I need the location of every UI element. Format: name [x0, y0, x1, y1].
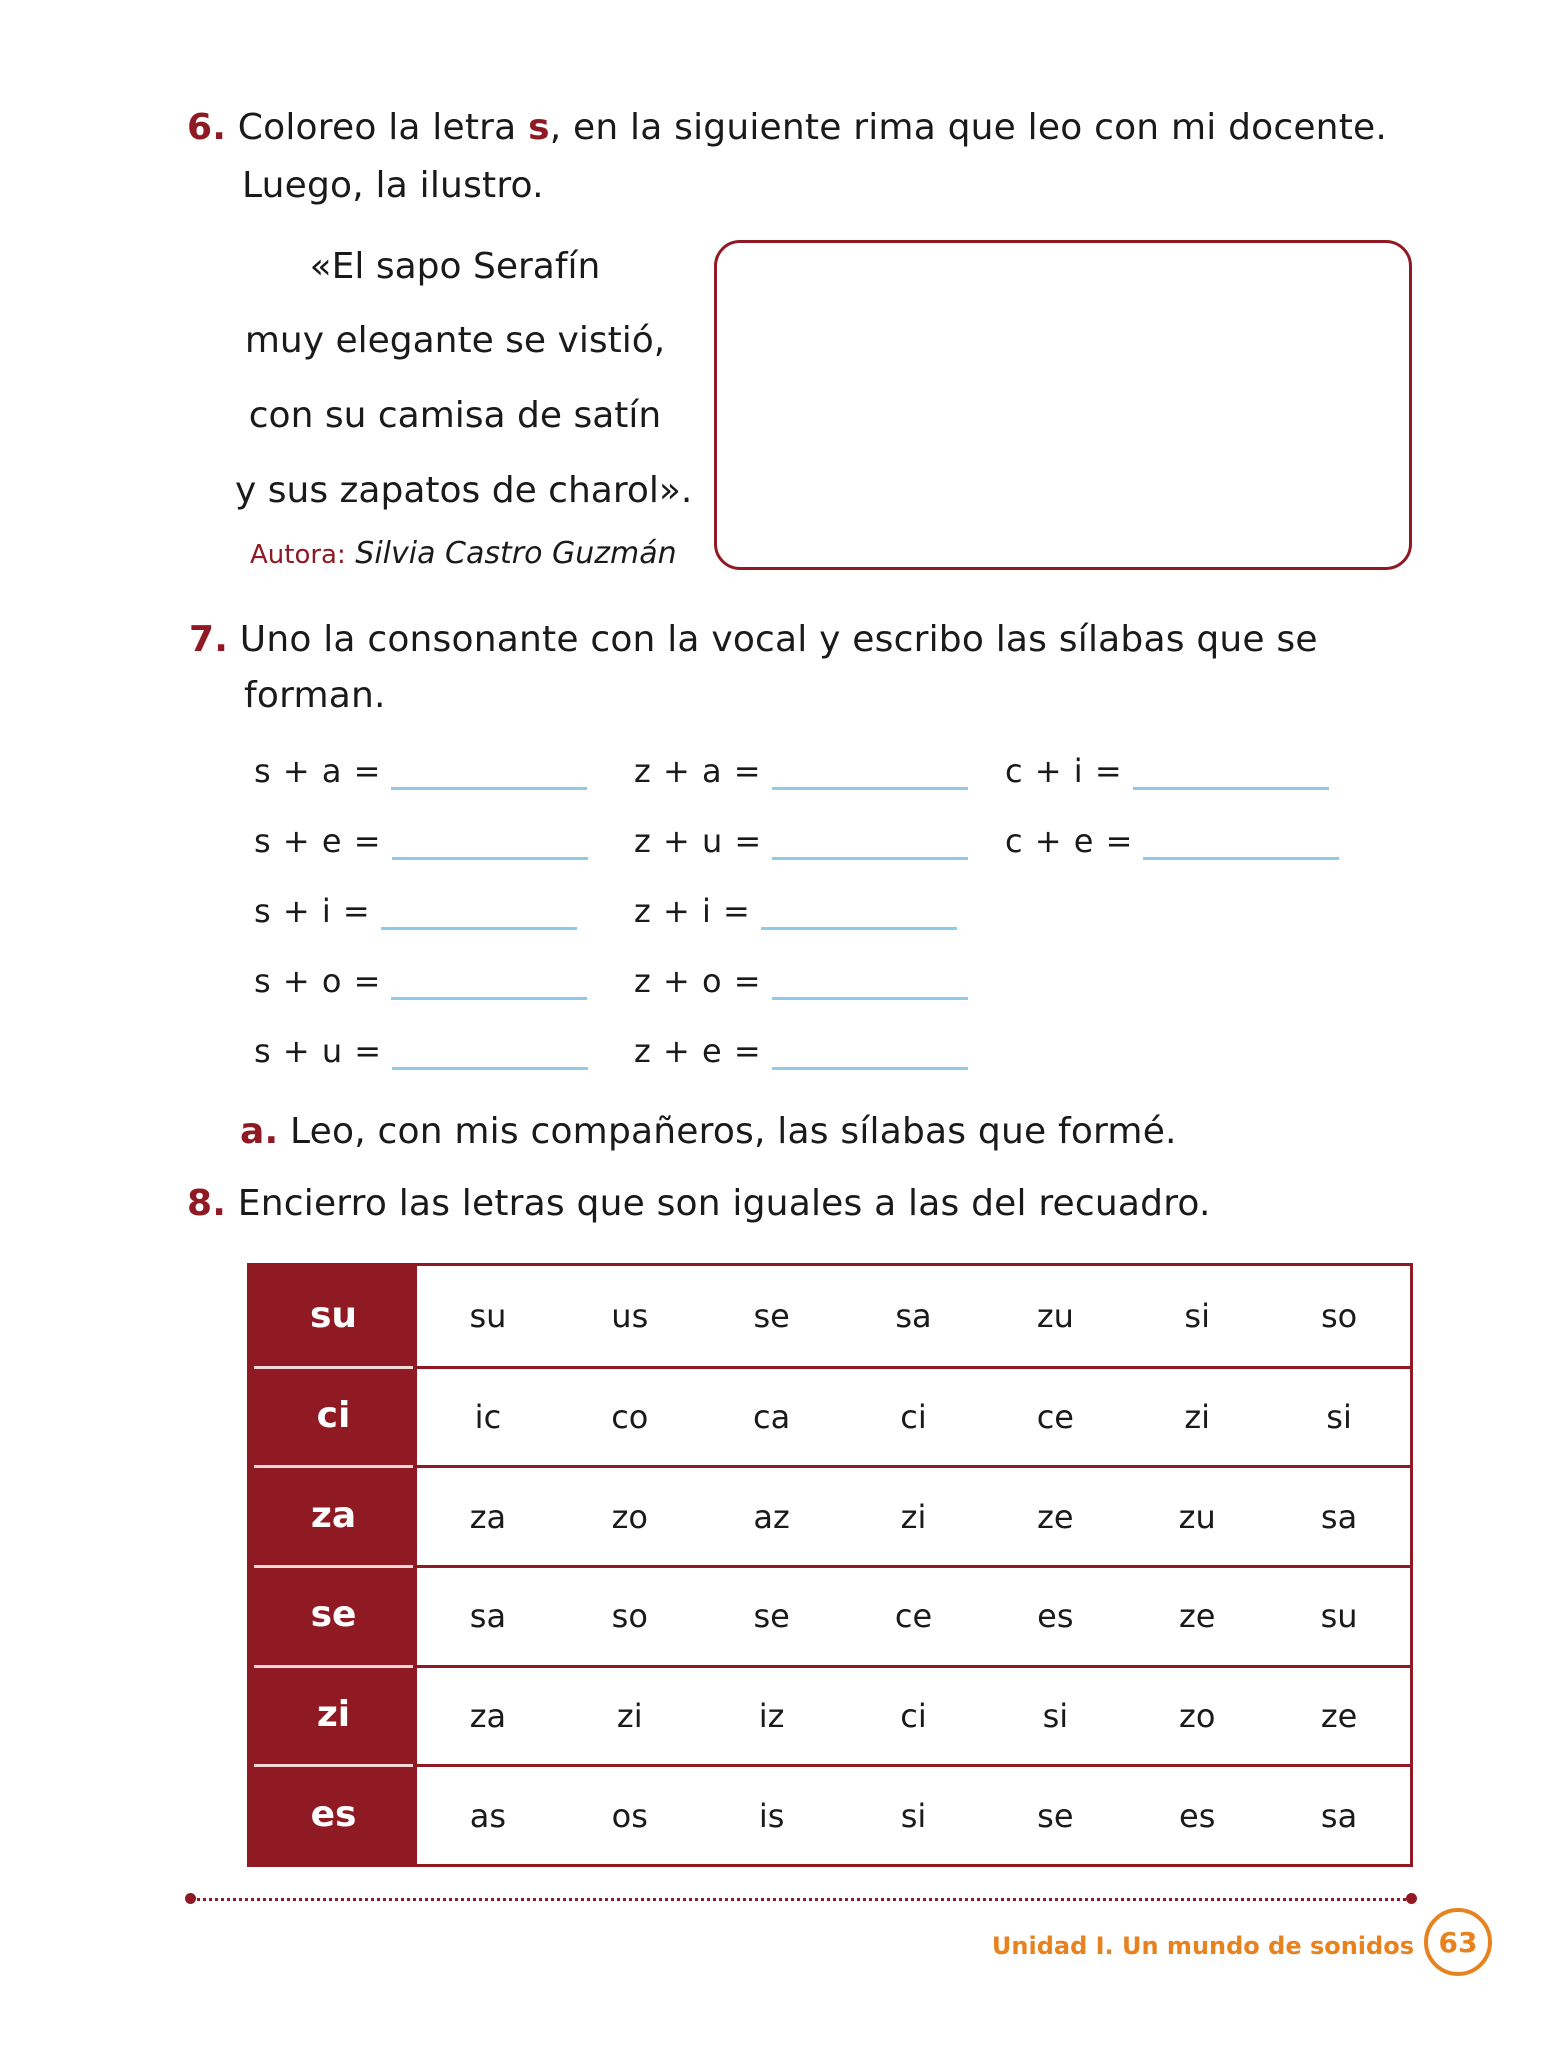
- row-key-syllable: se: [250, 1565, 417, 1665]
- syllable-option[interactable]: os: [559, 1764, 701, 1864]
- syllable-option[interactable]: so: [1268, 1266, 1410, 1366]
- syllable-equation: [634, 752, 968, 790]
- equation-text: z + u =: [634, 822, 763, 860]
- syllable-option[interactable]: si: [1126, 1266, 1268, 1366]
- syllable-option[interactable]: si: [1268, 1366, 1410, 1466]
- answer-line[interactable]: [392, 829, 588, 860]
- syllable-option[interactable]: zo: [559, 1465, 701, 1565]
- author-label: Autora:: [250, 540, 346, 570]
- syllable-equation: [254, 1032, 588, 1070]
- syllable-option[interactable]: se: [701, 1565, 843, 1665]
- syllable-equation: [634, 962, 968, 1000]
- syllable-option[interactable]: ci: [843, 1366, 985, 1466]
- syllable-option[interactable]: za: [417, 1465, 559, 1565]
- exercise-7-instruction: [189, 612, 1318, 668]
- syllable-equation: [254, 822, 588, 860]
- syllable-equation: [634, 822, 968, 860]
- syllable-option[interactable]: se: [701, 1266, 843, 1366]
- syllable-equation: [634, 892, 957, 930]
- exercise-7a-instruction: [240, 1104, 1177, 1160]
- syllable-option[interactable]: su: [417, 1266, 559, 1366]
- instruction-text: Leo, con mis compañeros, las sílabas que formé.: [290, 1111, 1177, 1152]
- syllable-option[interactable]: iz: [701, 1665, 843, 1765]
- exercise-number: 6.: [187, 107, 227, 148]
- syllable-option[interactable]: sa: [1268, 1764, 1410, 1864]
- syllable-equation: [634, 1032, 968, 1070]
- syllable-equation: [1005, 822, 1339, 860]
- syllable-option[interactable]: is: [701, 1764, 843, 1864]
- rhyme-line: muy elegante se vistió,: [244, 320, 666, 361]
- answer-line[interactable]: [1143, 829, 1339, 860]
- syllable-option[interactable]: ze: [1126, 1565, 1268, 1665]
- syllable-option[interactable]: ce: [984, 1366, 1126, 1466]
- sub-exercise-letter: a.: [240, 1111, 279, 1152]
- rhyme-author: [250, 536, 677, 571]
- answer-line[interactable]: [772, 759, 968, 790]
- answer-line[interactable]: [391, 759, 587, 790]
- rhyme-line: con su camisa de satín: [248, 395, 662, 436]
- exercise-number: 8.: [187, 1183, 227, 1224]
- row-key-syllable: su: [250, 1266, 417, 1366]
- answer-line[interactable]: [1133, 759, 1329, 790]
- rhyme-line: y sus zapatos de charol».: [235, 470, 693, 511]
- syllable-option[interactable]: sa: [1268, 1465, 1410, 1565]
- syllable-equation: [254, 752, 587, 790]
- equation-text: z + e =: [634, 1032, 762, 1070]
- answer-line[interactable]: [392, 1039, 588, 1070]
- exercise-number: 7.: [189, 619, 229, 660]
- syllable-option[interactable]: es: [984, 1565, 1126, 1665]
- equation-text: c + i =: [1005, 752, 1123, 790]
- instruction-text: Coloreo la letra: [237, 107, 529, 148]
- syllable-equation: [254, 962, 587, 1000]
- row-key-syllable: es: [250, 1764, 417, 1864]
- illustration-box[interactable]: [714, 240, 1412, 570]
- syllable-option[interactable]: zi: [559, 1665, 701, 1765]
- row-key-syllable: zi: [250, 1665, 417, 1765]
- syllable-option[interactable]: za: [417, 1665, 559, 1765]
- row-key-syllable: za: [250, 1465, 417, 1565]
- answer-line[interactable]: [772, 1039, 968, 1070]
- syllable-option[interactable]: ic: [417, 1366, 559, 1466]
- unit-title: Unidad I. Un mundo de sonidos: [991, 1932, 1414, 1960]
- page-number: 63: [1438, 1925, 1478, 1959]
- exercise-8-instruction: [187, 1176, 1211, 1232]
- syllable-option[interactable]: sa: [843, 1266, 985, 1366]
- syllable-option[interactable]: zu: [1126, 1465, 1268, 1565]
- answer-line[interactable]: [381, 899, 577, 930]
- syllable-option[interactable]: se: [984, 1764, 1126, 1864]
- syllable-option[interactable]: so: [559, 1565, 701, 1665]
- equation-text: z + a =: [634, 752, 762, 790]
- syllable-option[interactable]: co: [559, 1366, 701, 1466]
- exercise-6-instruction-line2: Luego, la ilustro.: [242, 165, 544, 206]
- syllable-match-table: [247, 1263, 1413, 1867]
- instruction-text: Encierro las letras que son iguales a las del recuadro.: [237, 1183, 1211, 1224]
- equation-text: s + e =: [254, 822, 382, 860]
- syllable-option[interactable]: zu: [984, 1266, 1126, 1366]
- instruction-text: Uno la consonante con la vocal y escribo las sílabas que se: [239, 619, 1318, 660]
- syllable-option[interactable]: az: [701, 1465, 843, 1565]
- answer-line[interactable]: [772, 829, 968, 860]
- rhyme-line: «El sapo Serafín: [309, 246, 601, 287]
- syllable-option[interactable]: si: [843, 1764, 985, 1864]
- answer-line[interactable]: [761, 899, 957, 930]
- syllable-option[interactable]: si: [984, 1665, 1126, 1765]
- divider-dot: [1406, 1893, 1417, 1904]
- equation-text: s + i =: [254, 892, 371, 930]
- dotted-divider: [190, 1898, 1412, 1901]
- syllable-equation: [254, 892, 577, 930]
- page-number-badge: [1424, 1908, 1492, 1976]
- highlight-letter: s: [528, 107, 550, 148]
- equation-text: s + o =: [254, 962, 382, 1000]
- exercise-7-instruction-line2: forman.: [244, 675, 386, 716]
- syllable-option[interactable]: ze: [1268, 1665, 1410, 1765]
- syllable-option[interactable]: zo: [1126, 1665, 1268, 1765]
- equation-text: z + i =: [634, 892, 751, 930]
- equation-text: s + u =: [254, 1032, 383, 1070]
- equation-text: z + o =: [634, 962, 762, 1000]
- syllable-equation: [1005, 752, 1329, 790]
- equation-text: s + a =: [254, 752, 382, 790]
- instruction-text: , en la siguiente rima que leo con mi docente.: [549, 107, 1388, 148]
- equation-text: c + e =: [1005, 822, 1134, 860]
- row-key-syllable: ci: [250, 1366, 417, 1466]
- syllable-option[interactable]: ca: [701, 1366, 843, 1466]
- syllable-option[interactable]: sa: [417, 1565, 559, 1665]
- answer-line[interactable]: [391, 969, 587, 1000]
- syllable-option[interactable]: zi: [1126, 1366, 1268, 1466]
- syllable-option[interactable]: es: [1126, 1764, 1268, 1864]
- syllable-option[interactable]: us: [559, 1266, 701, 1366]
- author-name: Silvia Castro Guzmán: [355, 536, 677, 571]
- syllable-option[interactable]: zi: [843, 1465, 985, 1565]
- exercise-6-instruction: [187, 100, 1387, 156]
- syllable-option[interactable]: as: [417, 1764, 559, 1864]
- syllable-option[interactable]: ce: [843, 1565, 985, 1665]
- syllable-option[interactable]: ci: [843, 1665, 985, 1765]
- syllable-option[interactable]: ze: [984, 1465, 1126, 1565]
- answer-line[interactable]: [772, 969, 968, 1000]
- syllable-option[interactable]: su: [1268, 1565, 1410, 1665]
